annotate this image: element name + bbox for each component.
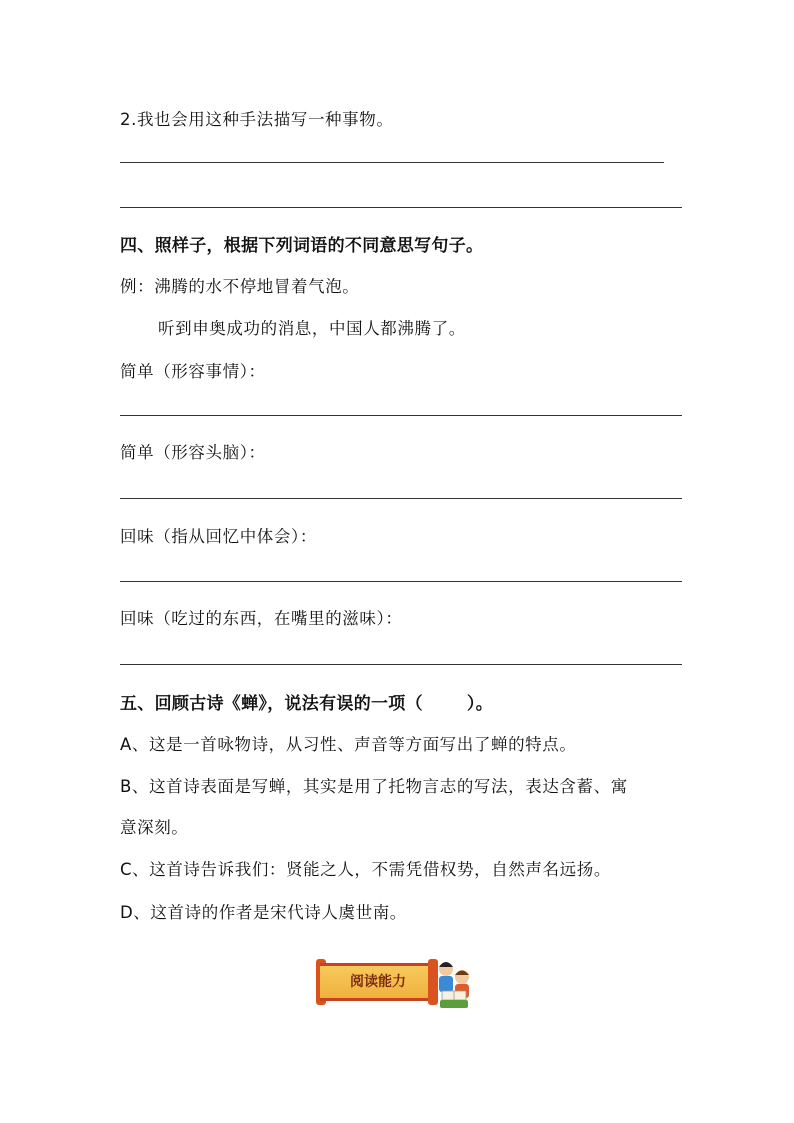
option-c: C、这首诗告诉我们：贤能之人，不需凭借权势，自然声名远扬。 (120, 860, 611, 879)
option-b: B、这首诗表面是写蝉，其实是用了托物言志的写法，表达含蓄、寓 (120, 777, 628, 796)
example-line-1: 例：沸腾的水不停地冒着气泡。 (120, 277, 360, 296)
prompt-4: 回味（吃过的东西，在嘴里的滋味）： (120, 609, 403, 628)
prompt-2: 简单（形容头脑）： (120, 443, 266, 462)
children-reading-illustration (434, 955, 474, 1011)
option-a: A、这是一首咏物诗，从习性、声音等方面写出了蝉的特点。 (120, 735, 577, 754)
prompt-3: 回味（指从回忆中体会）： (120, 527, 317, 546)
section-5-heading-text: 五、回顾古诗《蝉》，说法有误的一项（ (120, 694, 423, 714)
answer-line[interactable] (120, 207, 682, 208)
section-5-heading (120, 689, 493, 714)
item-2-text: 2.我也会用这种手法描写一种事物。 (120, 110, 394, 129)
section-4-heading: 四、照样子，根据下列词语的不同意思写句子。 (120, 236, 484, 256)
banner-label: 阅读能力 (350, 974, 406, 990)
answer-line[interactable] (120, 664, 682, 665)
answer-line[interactable] (120, 162, 664, 163)
prompt-1: 简单（形容事情）： (120, 362, 266, 381)
option-b-cont: 意深刻。 (120, 818, 189, 837)
example-line-2: 听到申奥成功的消息，中国人都沸腾了。 (158, 319, 466, 338)
answer-line[interactable] (120, 415, 682, 416)
answer-line[interactable] (120, 581, 682, 582)
section-5-heading-end: ）。 (466, 694, 494, 714)
answer-line[interactable] (120, 498, 682, 499)
reading-ability-banner (316, 955, 476, 1011)
option-d: D、这首诗的作者是宋代诗人虞世南。 (120, 903, 407, 922)
